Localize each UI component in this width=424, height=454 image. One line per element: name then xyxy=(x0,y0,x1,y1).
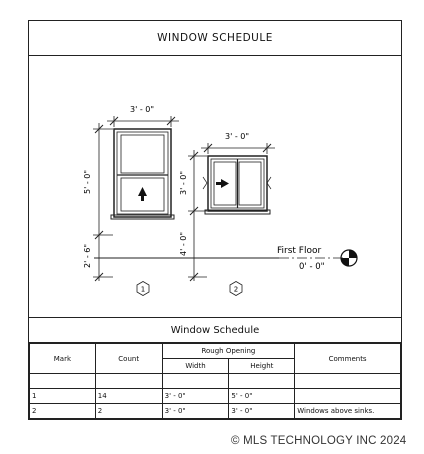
level-datum-icon xyxy=(341,250,357,266)
cell-count: 14 xyxy=(95,389,162,404)
window-2-tag xyxy=(230,282,242,296)
col-header-mark: Mark xyxy=(30,344,96,374)
table-row xyxy=(30,404,401,419)
schedule-title: Window Schedule xyxy=(29,317,401,343)
window-1-height-label: 5' - 0" xyxy=(83,169,92,195)
window-2-sill-label: 4' - 0" xyxy=(179,231,188,257)
cell-mark: 1 xyxy=(30,389,96,404)
window-2-tag-label: 2 xyxy=(233,285,239,294)
sheet-title: WINDOW SCHEDULE xyxy=(29,21,401,56)
window-2-height-label: 3' - 0" xyxy=(179,170,188,196)
copyright-watermark: © MLS TECHNOLOGY INC 2024 xyxy=(231,435,407,447)
cell-width: 3' - 0" xyxy=(162,404,229,419)
arrow-up-icon xyxy=(138,187,147,201)
cell-comments: Windows above sinks. xyxy=(295,404,401,419)
window-1-elevation xyxy=(111,129,174,219)
cell-height: 3' - 0" xyxy=(229,404,295,419)
window-1-sill-label: 2' - 6" xyxy=(83,243,92,269)
level-elevation: 0' - 0" xyxy=(299,262,325,272)
level-name: First Floor xyxy=(277,246,322,256)
col-group-rough-opening: Rough Opening xyxy=(162,344,295,359)
window-1-width-dimension xyxy=(107,105,179,127)
window-2-height-dimension xyxy=(179,150,207,281)
col-header-height: Height xyxy=(229,359,295,374)
window-1-tag xyxy=(137,282,149,296)
arrow-right-icon xyxy=(216,179,229,188)
col-header-width: Width xyxy=(162,359,229,374)
window-schedule-sheet xyxy=(28,20,402,420)
window-2-width-label: 3' - 0" xyxy=(224,132,250,141)
window-2-elevation xyxy=(203,156,271,214)
window-elevations-drawing xyxy=(29,55,401,317)
cell-comments xyxy=(295,389,401,404)
cell-count: 2 xyxy=(95,404,162,419)
window-schedule-table xyxy=(29,343,401,419)
col-header-count: Count xyxy=(95,344,162,374)
cell-height: 5' - 0" xyxy=(229,389,295,404)
window-1-height-dimension xyxy=(83,123,113,281)
spacer-row xyxy=(30,374,401,389)
window-1-tag-label: 1 xyxy=(140,285,146,294)
window-1-width-label: 3' - 0" xyxy=(129,105,155,114)
col-header-comments: Comments xyxy=(295,344,401,374)
window-2-width-dimension xyxy=(201,132,275,154)
cell-mark: 2 xyxy=(30,404,96,419)
level-marker xyxy=(277,246,357,272)
table-row xyxy=(30,389,401,404)
cell-width: 3' - 0" xyxy=(162,389,229,404)
